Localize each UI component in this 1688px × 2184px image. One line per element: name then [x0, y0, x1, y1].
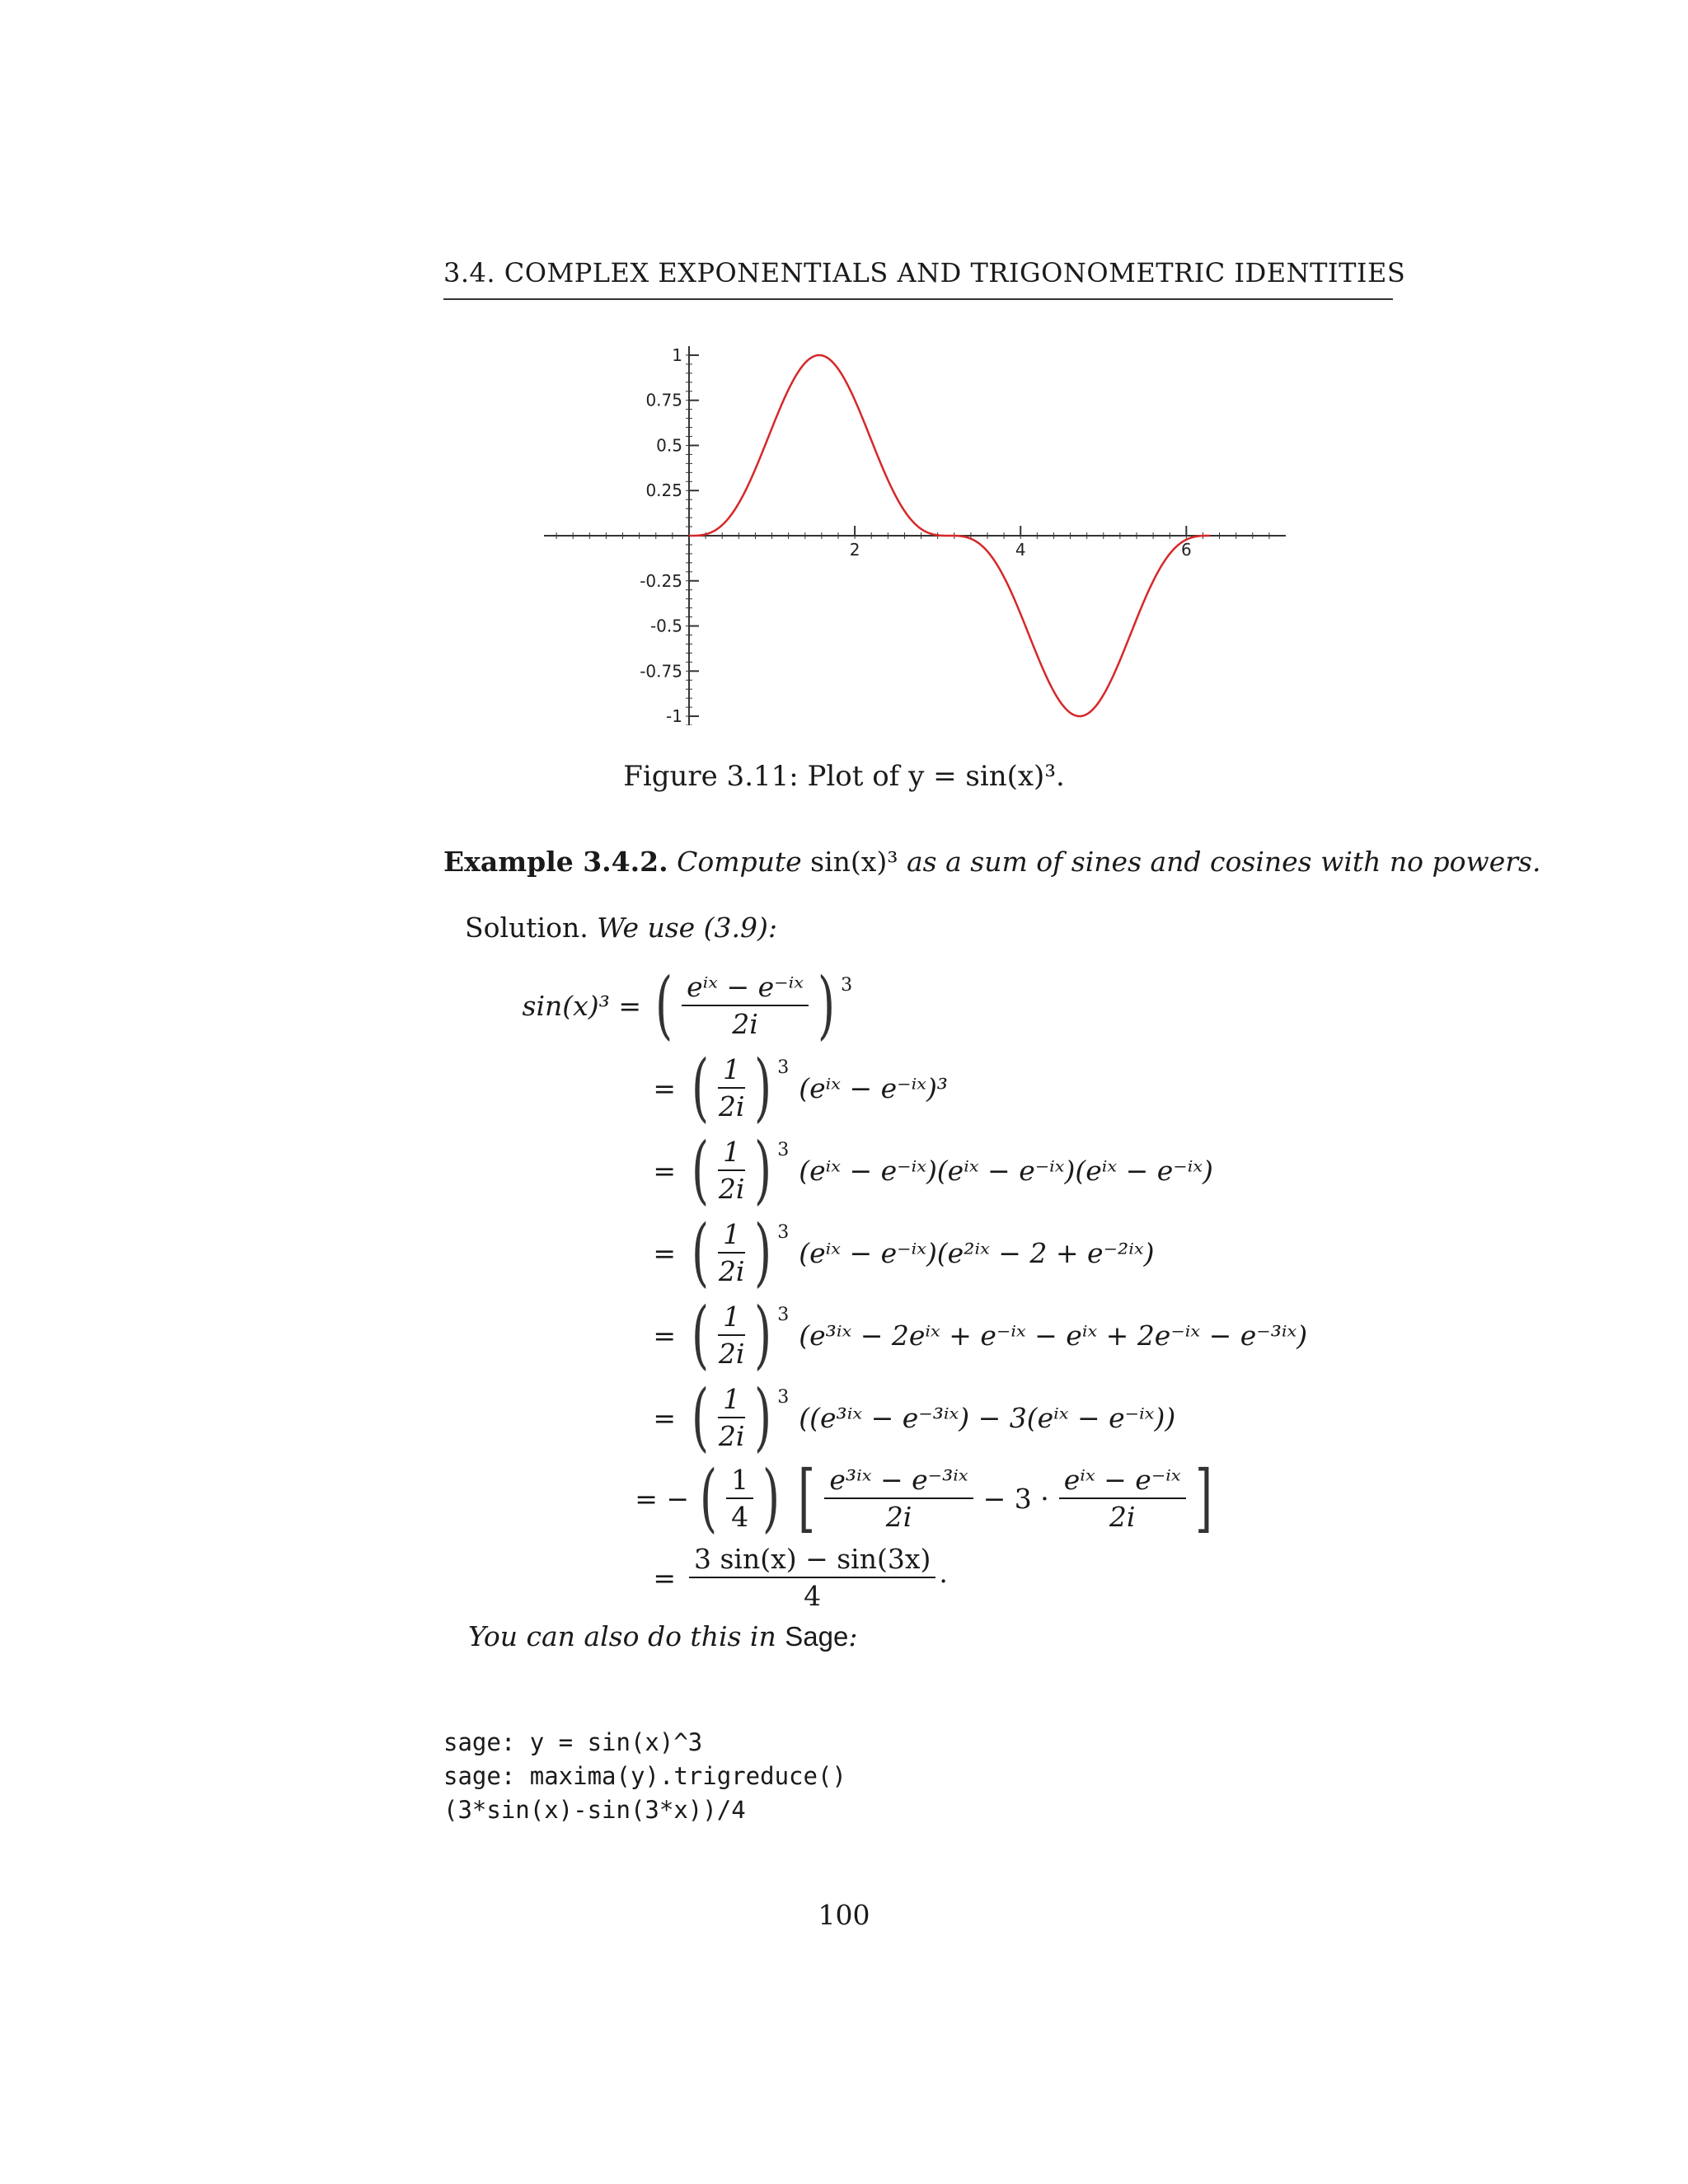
derivation-line-2: = ( $\frac{1}{2i}$ ) $^3$ (eⁱˣ − e⁻ⁱˣ)³ [653, 1044, 949, 1131]
y-tick-label: 1 [672, 346, 682, 365]
figure-caption: Figure 3.11: Plot of y = sin(x)³. [623, 760, 1065, 793]
x-tick-label: 4 [1015, 540, 1026, 560]
derivation-term: (eⁱˣ − e⁻ⁱˣ)(e²ⁱˣ − 2 + e⁻²ⁱˣ) [799, 1236, 1155, 1269]
solution-text: We use (3.9): [597, 912, 778, 944]
example-text-suffix: as a sum of sines and cosines with no powers. [907, 846, 1541, 878]
y-tick-label: 0.5 [656, 435, 682, 456]
derivation-term: ((e³ⁱˣ − e⁻³ⁱˣ) − 3(eⁱˣ − e⁻ⁱˣ)) [799, 1401, 1176, 1434]
derivation-line-3: = ( $\frac{1}{2i}$ ) $^3$ (eⁱˣ − e⁻ⁱˣ)(eⁱˣ − e⁻ⁱˣ)(eⁱˣ − e⁻ⁱˣ) [653, 1127, 1213, 1213]
fraction: $\frac{\text{eⁱˣ − e⁻ⁱˣ}}{2i}$ [682, 971, 809, 1040]
example-label: Example 3.4.2. [443, 846, 668, 878]
sage-note: You can also do this in Sage: [468, 1620, 858, 1652]
y-tick-label: -1 [666, 706, 682, 725]
derivation-lhs: sin(x)³ = [522, 989, 641, 1022]
x-tick-label: 6 [1180, 540, 1192, 560]
y-tick-label: -0.5 [649, 616, 682, 636]
sage-code-block: sage: y = sin(x)^3 sage: maxima(y).trigreduce() (3*sin(x)-sin(3*x))/4 [443, 1728, 846, 1824]
derivation-term: (eⁱˣ − e⁻ⁱˣ)(eⁱˣ − e⁻ⁱˣ)(eⁱˣ − e⁻ⁱˣ) [799, 1154, 1213, 1187]
running-head: 3.4. COMPLEX EXPONENTIALS AND TRIGONOMETRIC IDENTITIES [443, 257, 1393, 300]
derivation-line-1: sin(x)³ = ( $\frac{\text{eⁱˣ − e⁻ⁱˣ}}{2i}$ ) $^3$ [429, 964, 852, 1047]
solution-label: Solution. [465, 912, 588, 944]
derivation-term: (eⁱˣ − e⁻ⁱˣ)³ [799, 1071, 949, 1104]
y-tick-label: 0.75 [645, 390, 682, 410]
x-tick-label: 2 [849, 540, 860, 560]
y-tick-label: 0.25 [645, 480, 682, 501]
derivation-line-4: = ( $\frac{1}{2i}$ ) $^3$ (eⁱˣ − e⁻ⁱˣ)(e²ⁱˣ − 2 + e⁻²ⁱˣ) [653, 1209, 1155, 1296]
derivation-line-5: = ( $\frac{1}{2i}$ ) $^3$ (e³ⁱˣ − 2eⁱˣ + e⁻ⁱˣ − eⁱˣ + 2e⁻ⁱˣ − e⁻³ⁱˣ) [653, 1291, 1308, 1378]
y-tick-label: -0.25 [640, 570, 682, 591]
derivation-line-8: = $\frac{3 \sin(x) - \sin(3x)}{4}$ . [653, 1543, 948, 1612]
derivation-line-6: = ( $\frac{1}{2i}$ ) $^3$ ((e³ⁱˣ − e⁻³ⁱˣ) − 3(eⁱˣ − e⁻ⁱˣ)) [653, 1374, 1176, 1460]
page-number: 100 [818, 1899, 870, 1931]
example-expr: sin(x)³ [810, 846, 898, 878]
example-text-prefix: Compute [677, 846, 802, 878]
derivation-line-7: = − ( $\frac{1}{4}$ ) [ $\frac{\text{e³ⁱˣ − e⁻³ⁱˣ}}{2i}$ − 3 · $\frac{\text{eⁱˣ − e⁻ⁱˣ}}{2i}$ ] [635, 1455, 1212, 1541]
sage-name: Sage [785, 1621, 849, 1652]
result-numerator: 3 sin(x) − sin(3x) [689, 1543, 935, 1578]
derivation-term: (e³ⁱˣ − 2eⁱˣ + e⁻ⁱˣ − eⁱˣ + 2e⁻ⁱˣ − e⁻³ⁱˣ) [799, 1319, 1308, 1352]
y-tick-label: -0.75 [640, 661, 682, 682]
